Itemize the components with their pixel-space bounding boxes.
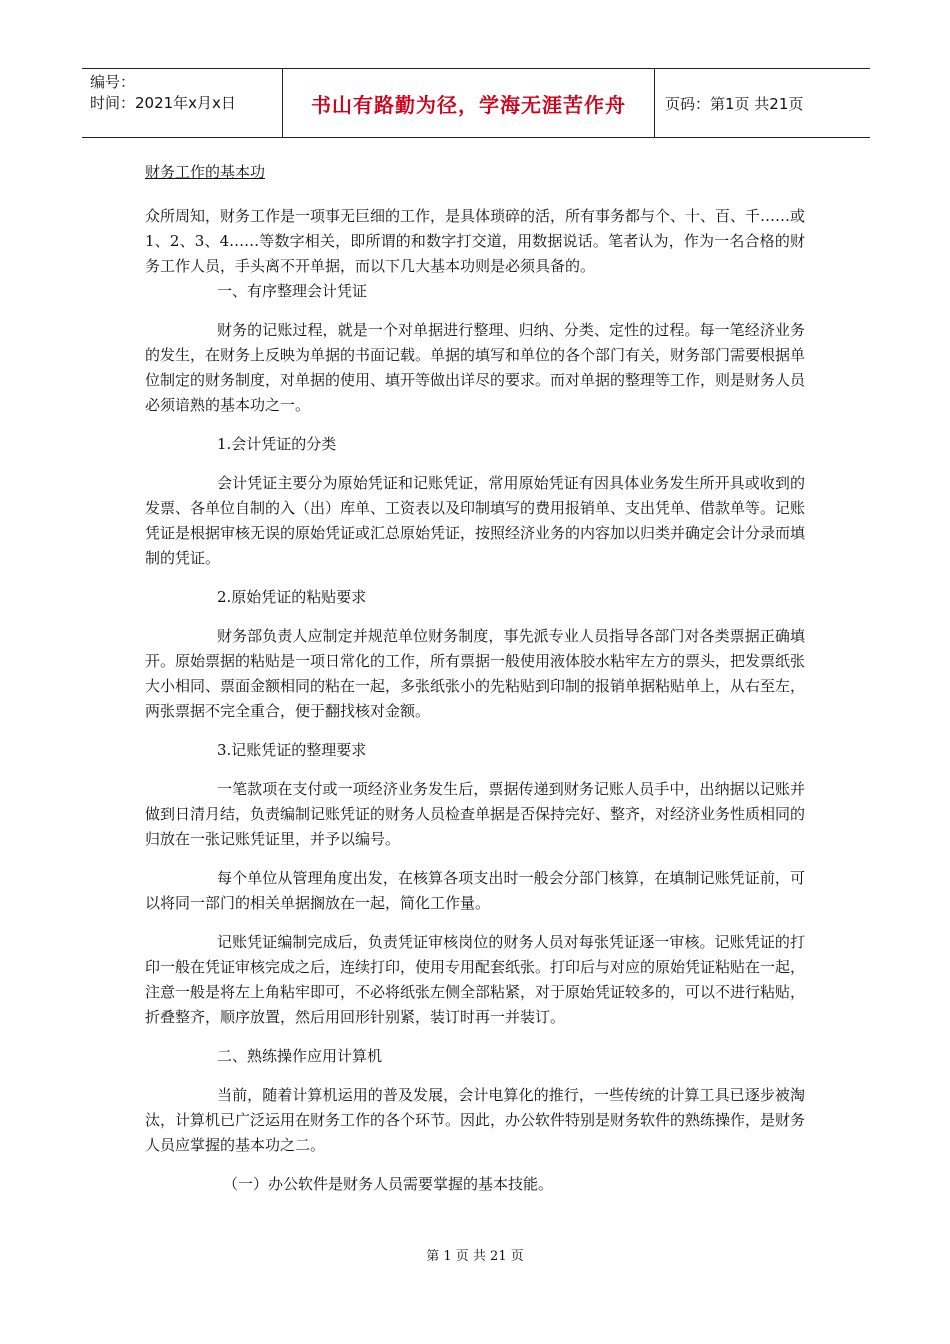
document-body [145,160,805,1211]
document-title: 财务工作的基本功 [145,163,266,181]
item3-paragraph-1: 一笔款项在支付或一项经济业务发生后，票据传递到财务记账人员手中，出纳据以记账并做到日清月结，负责编制记账凭证的财务人员检查单据是否保持完好、整齐，对经济业务性质相同的归放在一张记账凭证里，并予以编号。 [145,780,806,848]
document-header [82,68,870,138]
date-line: 时间：2021年x月x日 [90,94,236,112]
page-info: 页码：第1页 共21页 [665,94,804,113]
item3-paragraph-3: 记账凭证编制完成后，负责凭证审核岗位的财务人员对每张凭证逐一审核。记账凭证的打印一般在凭证审核完成之后，连续打印，使用专用配套纸张。打印后与对应的原始凭证粘贴在一起，注意一般是将左上角粘牢即可，不必将纸张左侧全部粘紧，对于原始凭证较多的，可以不进行粘贴，折叠整齐，顺序放置，然后用回形针别紧，装订时再一并装订。 [145,933,806,1026]
header-motto-cell [283,69,655,137]
section2-heading: 二、熟练操作应用计算机 [217,1047,383,1065]
number-label: 编号： [90,73,136,91]
header-page-cell [655,69,870,137]
item1-heading: 1.会计凭证的分类 [217,435,337,453]
page-footer [0,1245,950,1264]
item3-paragraph-2: 每个单位从管理角度出发，在核算各项支出时一般会分部门核算，在填制记账凭证前，可以将同一部门的相关单据搁放在一起，简化工作量。 [145,869,805,912]
item3-heading: 3.记账凭证的整理要求 [217,741,367,759]
intro-paragraph: 众所周知，财务工作是一项事无巨细的工作，是具体琐碎的活，所有事务都与个、十、百、千……或1、2、3、4……等数字相关，即所谓的和数字打交道，用数据说话。笔者认为，作为一名合格的财务工作人员，手头离不开单据，而以下几大基本功则是必须具备的。 [145,207,806,275]
section1-paragraph: 财务的记账过程，就是一个对单据进行整理、归纳、分类、定性的过程。每一笔经济业务的发生，在财务上反映为单据的书面记载。单据的填写和单位的各个部门有关，财务部门需要根据单位制定的财务制度，对单据的使用、填开等做出详尽的要求。而对单据的整理等工作，则是财务人员必须谙熟的基本功之一。 [145,321,806,414]
section2-paragraph: 当前，随着计算机运用的普及发展，会计电算化的推行，一些传统的计算工具已逐步被淘汰，计算机已广泛运用在财务工作的各个环节。因此，办公软件特别是财务软件的熟练操作，是财务人员应掌握的基本功之二。 [145,1086,806,1154]
item2-paragraph: 财务部负责人应制定并规范单位财务制度，事先派专业人员指导各部门对各类票据正确填开。原始票据的粘贴是一项日常化的工作，所有票据一般使用液体胶水粘牢左方的票头，把发票纸张大小相同、票面金额相同的粘在一起，多张纸张小的先粘贴到印制的报销单据粘贴单上，从右至左，两张票据不完全重合，便于翻找核对金额。 [145,627,806,720]
header-meta [82,69,283,137]
sub1-heading: （一）办公软件是财务人员需要掌握的基本技能。 [223,1175,554,1193]
item2-heading: 2.原始凭证的粘贴要求 [217,588,367,606]
motto: 书山有路勤为径，学海无涯苦作舟 [311,92,626,117]
item1-paragraph: 会计凭证主要分为原始凭证和记账凭证，常用原始凭证有因具体业务发生所开具或收到的发票、各单位自制的入（出）库单、工资表以及印制填写的费用报销单、支出凭单、借款单等。记账凭证是根据审核无误的原始凭证或汇总原始凭证，按照经济业务的内容加以归类并确定会计分录而填制的凭证。 [145,474,806,567]
section1-heading: 一、有序整理会计凭证 [217,282,368,300]
footer-page-text: 第 1 页 共 21 页 [426,1249,524,1264]
